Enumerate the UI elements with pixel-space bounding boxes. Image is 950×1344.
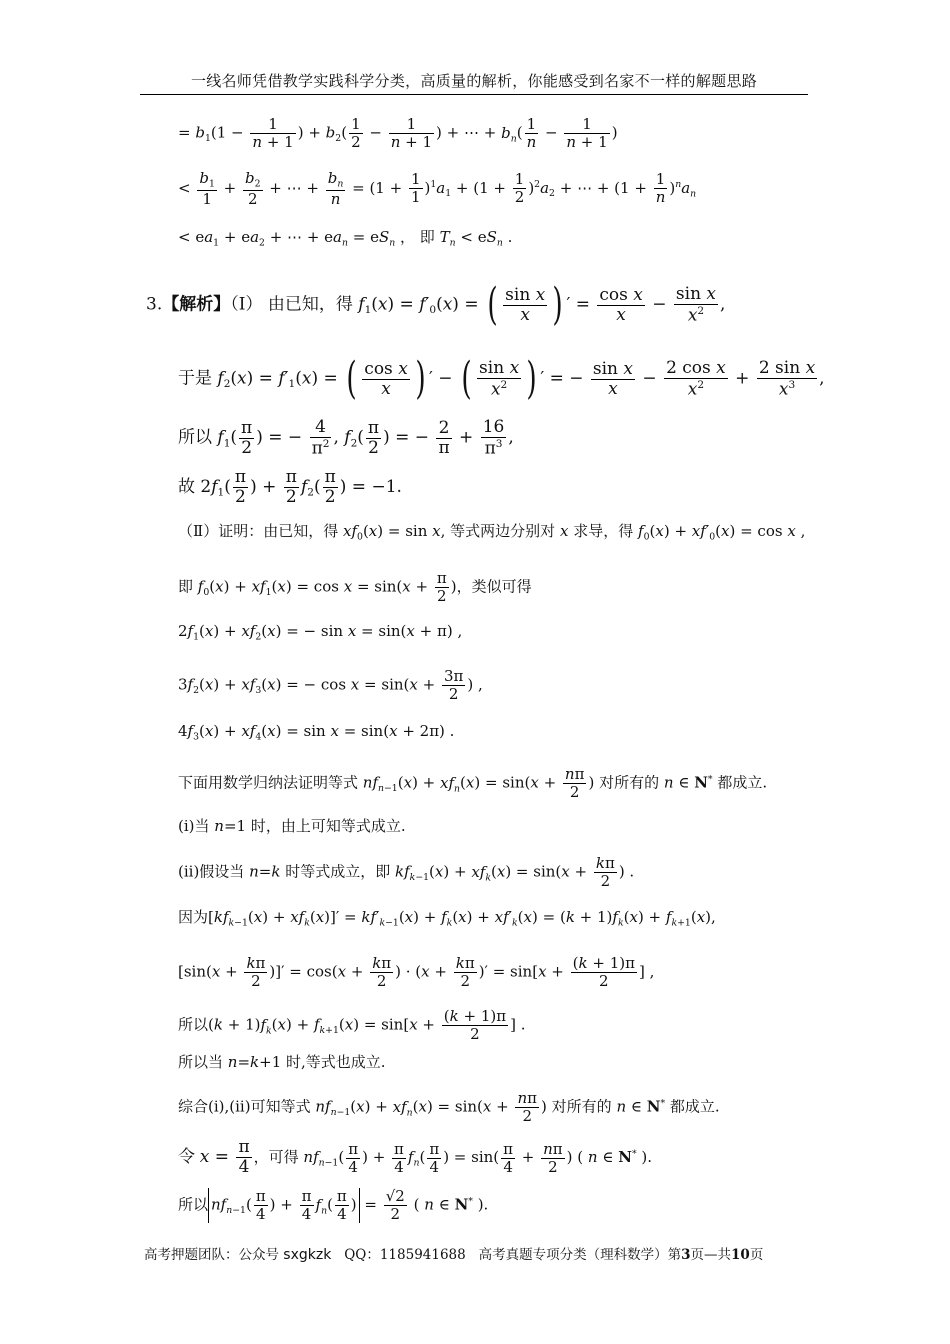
part2-intro: （Ⅱ）证明：由已知，得 $xf_0(x) = \sin x$, 等式两边分别对 x 求导，得 $f_0(x) + xf'_0(x) = \cos x$ , xyxy=(178,522,806,543)
step-holds: 所以当 n=k+1 时,等式也成立. xyxy=(178,1053,386,1071)
derivative-right: [sin(x + $\frac{k\pi}{2}$ )]′ = cos(x + $\frac{k\pi}{2}$ ) · (x + $\frac{k\pi}{2}$ )′ = sin[x + $\frac{(k + 1)\pi}{2}$ ] , xyxy=(178,954,655,990)
header-rule xyxy=(140,94,808,95)
page-header: 一线名师凭借教学实践科学分类，高质量的解析，你能感受到名家不一样的解题思路 xyxy=(190,72,758,90)
identity-4: $4f_3(x) + xf_4(x) = \sin x = \sin(x + 2\pi)$ . xyxy=(178,722,455,743)
identity-2: $2f_1(x) + xf_2(x)$ = − sin x = sin(x + π) , xyxy=(178,622,463,643)
equation-line-1: = $b_1(1$ − $\frac{1}{n + 1}$ ) + $b_2$( $\frac{1}{2}$ − $\frac{1}{n + 1}$ ) + ⋯ + $b_n$( $\frac{1}{n}$ − $\frac{1}{n + 1}$ ) xyxy=(178,115,618,151)
values-at-pi-over-2: 所以 $f_1$( $\frac{\pi}{2}$ ) = − $\frac{4}{\pi^2}$ , $f_2$( $\frac{\pi}{2}$ ) = − $\frac{2}{\pi}$ + $\frac{16}{\pi^3}$ , xyxy=(178,417,514,459)
first-identity: 即 $f_0(x) + xf_1(x) = \cos x = \sin(x$ + $\frac{\pi}{2}$ )，类似可得 xyxy=(178,569,532,605)
inductive-step: 所以$(k + 1)f_k(x) + f_{k+1}(x) = \sin[x$ + $\frac{(k + 1)\pi}{2}$ ] . xyxy=(178,1007,526,1043)
analysis-tag: 【解析】 xyxy=(162,294,231,315)
qq-number: 1185941688 xyxy=(379,1247,466,1263)
inductive-hypothesis: (ii)假设当 n=k 时等式成立，即 $kf_{k-1}(x) + xf_k(x) = \sin(x$ + $\frac{k\pi}{2}$ ) . xyxy=(178,854,635,890)
part1-result: 故 $2f_1$( $\frac{\pi}{2}$ ) + $\frac{\pi}{2}$ $f_2$( $\frac{\pi}{2}$ ) = −1. xyxy=(178,467,402,507)
final-result: 所以 $nf_{n-1}$( $\frac{\pi}{4}$ ) + $\frac{\pi}{4}$ $f_n$( $\frac{\pi}{4}$ ) = $\frac{√2}{2}$ ( n ∈ N* ). xyxy=(178,1187,489,1223)
page-footer: 高考押题团队：公众号 sxgkzk QQ：1185941688 高考真题专项分类（理科数学）第3页—共10页 xyxy=(144,1247,764,1263)
substitution: 令 x = $\frac{\pi}{4}$ ，可得 $nf_{n-1}$( $\frac{\pi}{4}$ ) + $\frac{\pi}{4}$ $f_n$( $\frac{\pi}{4}$ ) = sin( $\frac{\pi}{4}$ + $\frac{n\pi}{2}$ ) ( n ∈ N* ). xyxy=(178,1137,652,1177)
page-number: 3 xyxy=(681,1247,691,1263)
induction-claim: 下面用数学归纳法证明等式 $nf_{n-1}(x) + xf_n(x) = \sin(x$ + $\frac{n\pi}{2}$ ) 对所有的 n ∈ N* 都成立. xyxy=(178,765,768,801)
equation-line-2: < $\frac{b_1}{1}$ + $\frac{b_2}{2}$ + ⋯ + $\frac{b_n}{n}$ = (1 + $\frac{1}{1}$ )$^1a_1 + (1$ + $\frac{1}{2}$ )$^2a_2$ + ⋯ + (1 + $\frac{1}{n}$ )$^na_n$ xyxy=(178,169,697,208)
f2-derivation: 于是 $f_2(x) = f'_1(x)$ = ( $\frac{\text{cos x}}{x}$ ) ′ − ( $\frac{\text{sin x}}{x^2}$ ) ′ = − $\frac{\text{sin x}}{x}$ − $\frac{\text{2 cos x}}{x^2}$ + $\frac{\text{2 sin x}}{x^3}$ , xyxy=(178,353,825,404)
identity-3: $3f_2(x) + xf_3(x)$ = − cos x = sin(x + $\frac{3\pi}{2}$ ) , xyxy=(178,667,483,703)
base-case: (i)当 n=1 时，由上可知等式成立. xyxy=(178,817,406,835)
wechat-id: sxgkzk xyxy=(283,1247,332,1263)
derivative-left: 因为$[kf_{k-1}(x) + xf_k(x)]' = kf'_{k-1}(x) + f_k(x) + xf'_k(x) = (k + 1)f_k(x) + f_{k+1}(x)$, xyxy=(178,908,716,929)
problem-number: 3. xyxy=(146,294,163,315)
equation-line-3: < $ea_1 + ea_2$ + ⋯ + $ea_n = eS_n$ ， 即 $T_n < eS_n$ . xyxy=(178,228,513,249)
page-total: 10 xyxy=(731,1247,750,1263)
conclusion: 综合(i),(ii)可知等式 $nf_{n-1}(x) + xf_n(x) = \sin(x$ + $\frac{n\pi}{2}$ ) 对所有的 n ∈ N* 都成立. xyxy=(178,1089,720,1125)
problem-3-start: 3.【解析】（Ⅰ） 由已知，得 $f_1(x) = f'_0(x)$ = ( $\frac{\text{sin x}}{x}$ ) ′ = $\frac{\text{cos x}}{x}$ − $\frac{\text{sin x}}{x^2}$ , xyxy=(146,279,726,330)
